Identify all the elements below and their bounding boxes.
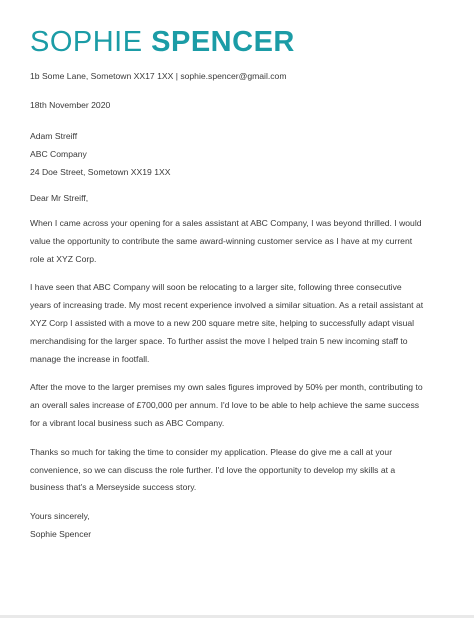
paragraph-line: When I came across your opening for a sales assistant at ABC Company, I was beyond thrilled. I would (30, 218, 422, 228)
closing-phrase: Yours sincerely, (30, 511, 90, 522)
recipient-name: Adam Streiff (30, 131, 78, 141)
paragraph-line: role at XYZ Corp. (30, 253, 97, 264)
recipient-company: ABC Company (30, 149, 87, 159)
recipient-block (30, 127, 444, 181)
paragraph-4 (30, 444, 446, 497)
paragraph-line: I have seen that ABC Company will soon be relocating to a larger site, following three consecutive (30, 282, 402, 293)
paragraph-line: manage the increase in footfall. (30, 353, 150, 364)
paragraph-line: for a vibrant local business such as ABC Company. (30, 417, 225, 428)
paragraph-line: After the move to the larger premises my own sales figures improved by 50% per month, contributing to (30, 382, 423, 393)
paragraph-3 (30, 379, 446, 432)
paragraph-line: value the opportunity to contribute the same award-winning customer service as I have at my current (30, 235, 413, 246)
paragraph-line: XYZ Corp I assisted with a move to a new 200 square metre site, helping to successfully adapt visual (30, 317, 415, 328)
paragraph-2 (30, 279, 446, 368)
paragraph-line: business that's a Merseyside success story. (30, 482, 197, 493)
applicant-first-name: SOPHIE (30, 26, 143, 58)
signature-name: Sophie Spencer (30, 528, 92, 539)
signoff-block (30, 508, 444, 544)
letter-date: 18th November 2020 (30, 100, 111, 110)
contact-line: 1b Some Lane, Sometown XX17 1XX | sophie.spencer@gmail.com (30, 71, 287, 81)
paragraph-line: years of increasing trade. My most recent experience involved a similar situation. As a retail assistant at (30, 300, 424, 311)
paragraph-line: an overall sales increase of £700,000 per annum. I'd love to be able to help achieve the same success (30, 400, 420, 411)
applicant-last-name: SPENCER (151, 26, 295, 58)
recipient-address: 24 Doe Street, Sometown XX19 1XX (30, 167, 171, 177)
paragraph-1 (30, 215, 446, 268)
paragraph-line: merchandising for the larger space. To further assist the move I helped train 5 new incoming staff to (30, 335, 408, 346)
paragraph-line: Thanks so much for taking the time to consider my application. Please do give me a call at your (30, 446, 393, 457)
salutation: Dear Mr Streiff, (30, 193, 89, 203)
paragraph-line: convenience, so we can discuss the role further. I'd love the opportunity to develop my skills at a (30, 464, 396, 475)
applicant-name (30, 26, 444, 58)
